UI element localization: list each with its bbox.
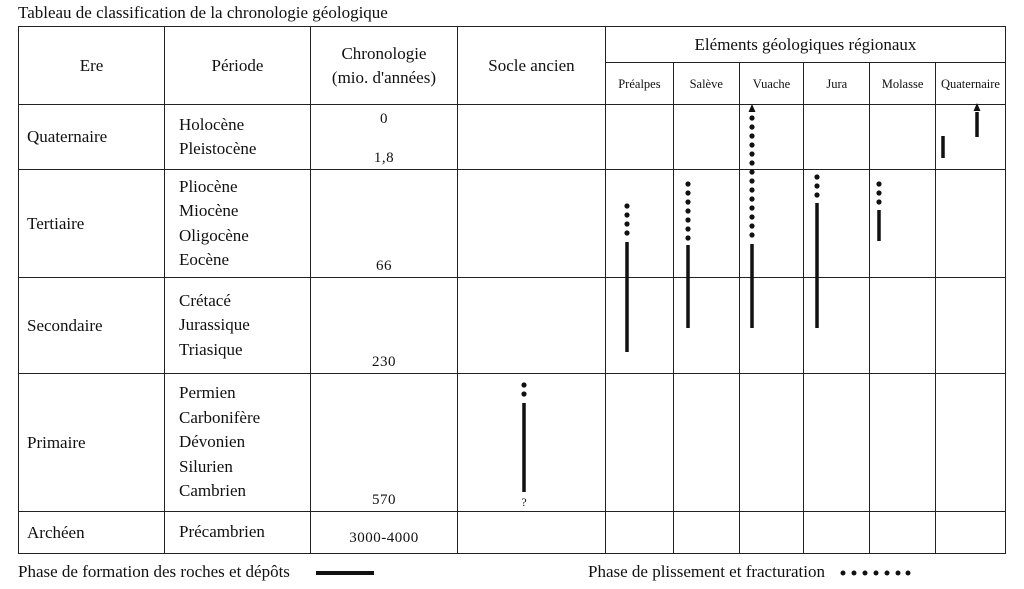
period-name: Holocène [178, 114, 245, 134]
regional-cell [804, 512, 870, 554]
period-list [164, 374, 310, 512]
regional-cell [739, 512, 804, 554]
period-name: Oligocène [178, 225, 249, 245]
regional-cell [606, 170, 674, 278]
era-label: Tertiaire [19, 170, 165, 278]
era-label: Secondaire [19, 278, 165, 374]
era-label: Archéen [19, 512, 165, 554]
chronology-cell [310, 105, 457, 170]
chronology-value: 3000-4000 [349, 530, 419, 546]
period-name: Pleistocène [178, 139, 257, 158]
chronology-cell [310, 170, 457, 278]
legend-dotted-line-sample [839, 569, 911, 577]
period-name: Pliocène [178, 176, 238, 196]
chronology-value: 1,8 [373, 150, 395, 166]
header-saleve: Salève [673, 63, 739, 105]
regional-cell [673, 374, 739, 512]
period-name: Eocène [178, 250, 230, 269]
regional-cell [673, 170, 739, 278]
regional-cell [804, 170, 870, 278]
regional-cell [673, 278, 739, 374]
period-name: Jurassique [178, 315, 250, 335]
regional-cell [935, 170, 1005, 278]
basement-cell [457, 105, 605, 170]
era-row-secondaire [19, 278, 1006, 374]
regional-cell [870, 278, 936, 374]
era-label: Primaire [19, 374, 165, 512]
header-era: Ere [19, 27, 165, 105]
period-name: Miocène [178, 201, 239, 220]
regional-cell [739, 374, 804, 512]
period-name: Dévonien [178, 432, 246, 452]
header-period: Période [164, 27, 310, 105]
header-basement: Socle ancien [457, 27, 605, 105]
geologic-chronology-table [18, 26, 1006, 554]
legend-solid-line-sample [316, 571, 374, 575]
header-regional-elements: Eléments géologiques régionaux [606, 27, 1006, 63]
period-list [164, 170, 310, 278]
chronology-value: 570 [371, 492, 396, 508]
regional-cell [935, 105, 1005, 170]
header-prealpes: Préalpes [606, 63, 674, 105]
era-label: Quaternaire [19, 105, 165, 170]
regional-cell [935, 374, 1005, 512]
period-name: Précambrien [178, 522, 265, 542]
period-name: Cambrien [178, 481, 247, 501]
era-row-quaternaire [19, 105, 1006, 170]
header-jura: Jura [804, 63, 870, 105]
chronology-cell [310, 374, 457, 512]
regional-cell [935, 512, 1005, 554]
legend-folding [588, 560, 911, 584]
period-name: Triasique [178, 339, 243, 359]
regional-cell [606, 105, 674, 170]
regional-cell [870, 374, 936, 512]
period-name: Crétacé [178, 290, 231, 310]
era-row-archeen [19, 512, 1006, 554]
header-row [19, 27, 1006, 63]
chronology-value: 0 [379, 111, 388, 127]
regional-cell [739, 105, 804, 170]
chronology-value: 230 [371, 354, 396, 370]
regional-cell [804, 278, 870, 374]
basement-cell [457, 170, 605, 278]
uncertain-mark: ? [521, 495, 527, 509]
regional-cell [935, 278, 1005, 374]
regional-cell [739, 278, 804, 374]
header-quaternaire: Quaternaire [935, 63, 1005, 105]
regional-cell [804, 374, 870, 512]
regional-cell [606, 512, 674, 554]
regional-cell [870, 170, 936, 278]
era-row-tertiaire [19, 170, 1006, 278]
header-chronology [310, 27, 457, 105]
chronology-cell [310, 278, 457, 374]
legend-folding-label: Phase de plissement et fracturation [588, 562, 825, 581]
chronology-cell [310, 512, 457, 554]
period-name: Carbonifère [178, 407, 261, 427]
legend-formation [18, 560, 374, 584]
header-molasse: Molasse [870, 63, 936, 105]
table-title: Tableau de classification de la chronologie géologique [18, 3, 388, 22]
regional-cell [673, 512, 739, 554]
regional-cell [606, 278, 674, 374]
header-chronology-line1: Chronologie [341, 43, 427, 63]
regional-cell [804, 105, 870, 170]
basement-cell [457, 278, 605, 374]
period-list [164, 512, 310, 554]
chronology-value: 66 [375, 258, 392, 274]
period-name: Silurien [178, 456, 233, 476]
period-name: Permien [178, 383, 236, 403]
period-list [164, 278, 310, 374]
regional-cell [673, 105, 739, 170]
header-chronology-line2: (mio. d'années) [331, 67, 437, 87]
legend-formation-label: Phase de formation des roches et dépôts [18, 562, 290, 581]
regional-cell [870, 105, 936, 170]
period-list [164, 105, 310, 170]
basement-cell [457, 374, 605, 512]
regional-cell [606, 374, 674, 512]
era-row-primaire [19, 374, 1006, 512]
regional-cell [739, 170, 804, 278]
header-vuache: Vuache [739, 63, 804, 105]
basement-cell [457, 512, 605, 554]
regional-cell [870, 512, 936, 554]
